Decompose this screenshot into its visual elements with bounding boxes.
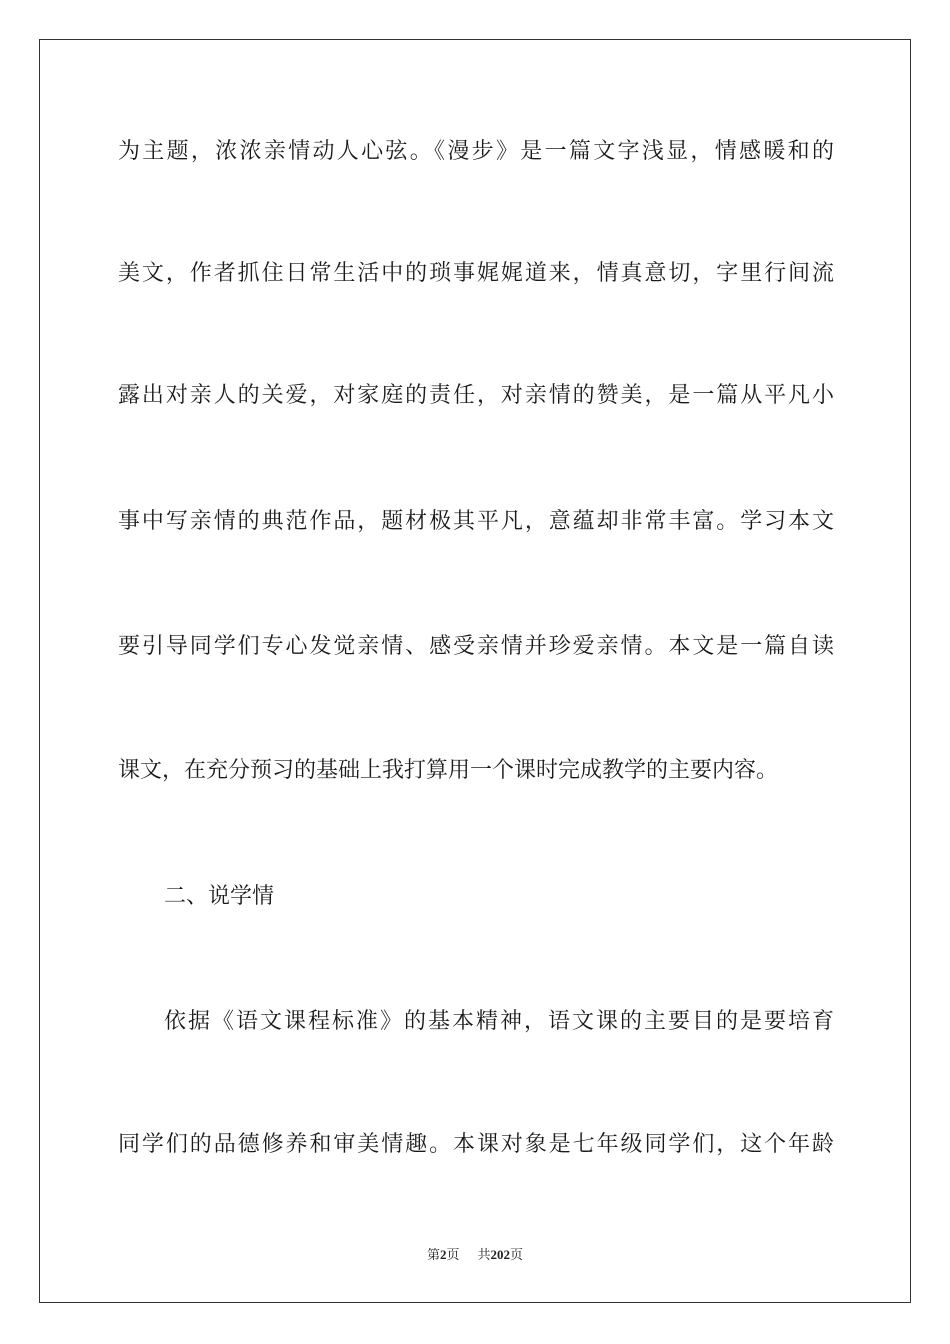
footer-total-pages: 202 [490, 1247, 511, 1262]
page-footer [0, 1246, 950, 1264]
body-line-3: 露出对亲人的关爱，对家庭的责任，对亲情的赞美，是一篇从平凡小 [118, 383, 834, 408]
footer-page-suffix: 页 [446, 1247, 460, 1262]
body-line-6: 课文，在充分预习的基础上我打算用一个课时完成教学的主要内容。 [118, 758, 779, 783]
section-heading: 二、说学情 [164, 884, 275, 909]
paragraph-line-2: 同学们的品德修养和审美情趣。本课对象是七年级同学们，这个年龄 [118, 1132, 834, 1157]
body-line-5: 要引导同学们专心发觉亲情、感受亲情并珍爱亲情。本文是一篇自读 [118, 634, 834, 659]
footer-page-number: 2 [439, 1247, 447, 1262]
page-border [39, 39, 911, 1303]
body-line-1: 为主题，浓浓亲情动人心弦。《漫步》是一篇文字浅显，情感暖和的 [118, 139, 834, 164]
paragraph-line-1: 依据《语文课程标准》的基本精神，语文课的主要目的是要培育 [164, 1009, 834, 1034]
footer-total-prefix: 共 [477, 1247, 491, 1262]
body-line-2: 美文，作者抓住日常生活中的琐事娓娓道来，情真意切，字里行间流 [118, 261, 834, 286]
footer-total-suffix: 页 [510, 1247, 524, 1262]
body-line-4: 事中写亲情的典范作品，题材极其平凡，意蕴却非常丰富。学习本文 [118, 509, 834, 534]
footer-page-prefix: 第 [426, 1247, 440, 1262]
